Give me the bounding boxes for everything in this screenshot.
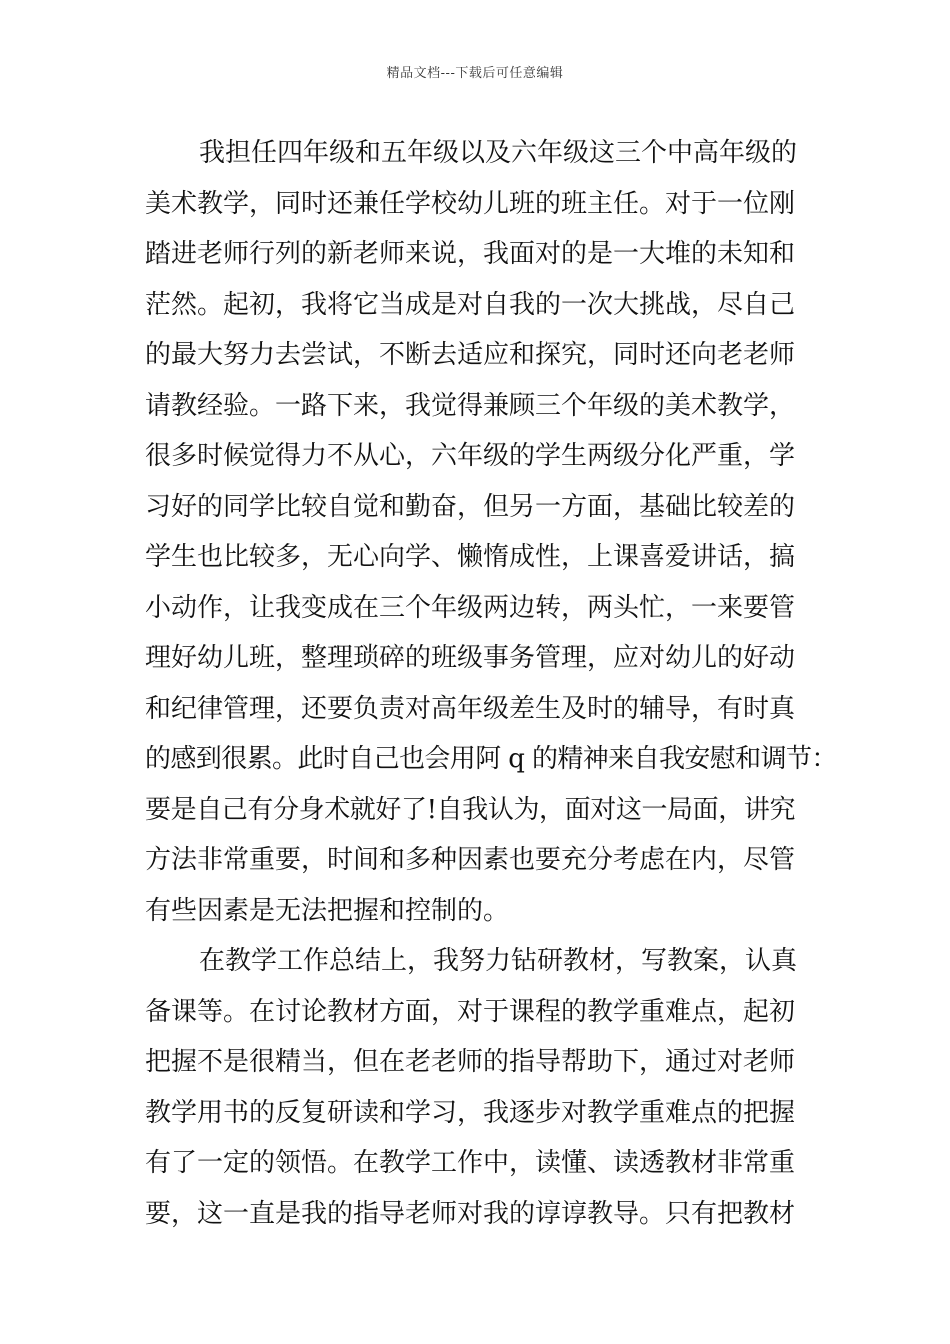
paragraph-line: 的最大努力去尝试，不断去适应和探究，同时还向老老师 (145, 340, 796, 370)
paragraph-2 (145, 936, 810, 1239)
paragraph-line: 请教经验。一路下来，我觉得兼顾三个年级的美术教学， (145, 390, 796, 421)
paragraph-line: 和纪律管理，还要负责对高年级差生及时的辅导，有时真 (145, 693, 796, 724)
paragraph-line: 小动作，让我变成在三个年级两边转，两头忙，一来要管 (145, 592, 796, 623)
paragraph-line: 在教学工作总结上，我努力钻研教材，写教案，认真 (199, 946, 798, 976)
paragraph-1 (145, 128, 837, 936)
paragraph-line: 把握不是很精当，但在老老师的指导帮助下，通过对老师 (145, 1047, 796, 1077)
paragraph-line: 方法非常重要，时间和多种因素也要充分考虑在内，尽管 (145, 845, 796, 875)
paragraph-line: 有了一定的领悟。在教学工作中，读懂、读透教材非常重 (145, 1148, 796, 1178)
paragraph-line: 有些因素是无法把握和控制的。 (145, 895, 510, 926)
paragraph-line: 要，这一直是我的指导老师对我的谆谆教导。只有把教材 (145, 1198, 796, 1229)
page-header: 精品文档---下载后可任意编辑 (386, 66, 564, 81)
paragraph-line: 学生也比较多，无心向学、懒惰成性，上课喜爱讲话，搞 (145, 542, 796, 572)
paragraph-line: 的感到很累。此时自己也会用阿 q 的精神来自我安慰和调节： (145, 744, 837, 774)
paragraph-line: 我担任四年级和五年级以及六年级这三个中高年级的 (199, 138, 798, 168)
paragraph-line: 教学用书的反复研读和学习，我逐步对教学重难点的把握 (145, 1097, 796, 1128)
paragraph-line: 踏进老师行列的新老师来说，我面对的是一大堆的未知和 (145, 239, 796, 269)
paragraph-line: 要是自己有分身术就好了!自我认为，面对这一局面，讲究 (145, 794, 796, 825)
document-body (145, 128, 837, 1239)
paragraph-line: 理好幼儿班，整理琐碎的班级事务管理，应对幼儿的好动 (145, 643, 796, 673)
paragraph-line: 很多时候觉得力不从心，六年级的学生两级分化严重，学 (145, 441, 796, 471)
paragraph-line: 茫然。起初，我将它当成是对自我的一次大挑战，尽自己 (145, 289, 796, 320)
paragraph-line: 美术教学，同时还兼任学校幼儿班的班主任。对于一位刚 (145, 188, 796, 219)
paragraph-line: 习好的同学比较自觉和勤奋，但另一方面，基础比较差的 (145, 491, 796, 522)
paragraph-line: 备课等。在讨论教材方面，对于课程的教学重难点，起初 (145, 996, 796, 1027)
